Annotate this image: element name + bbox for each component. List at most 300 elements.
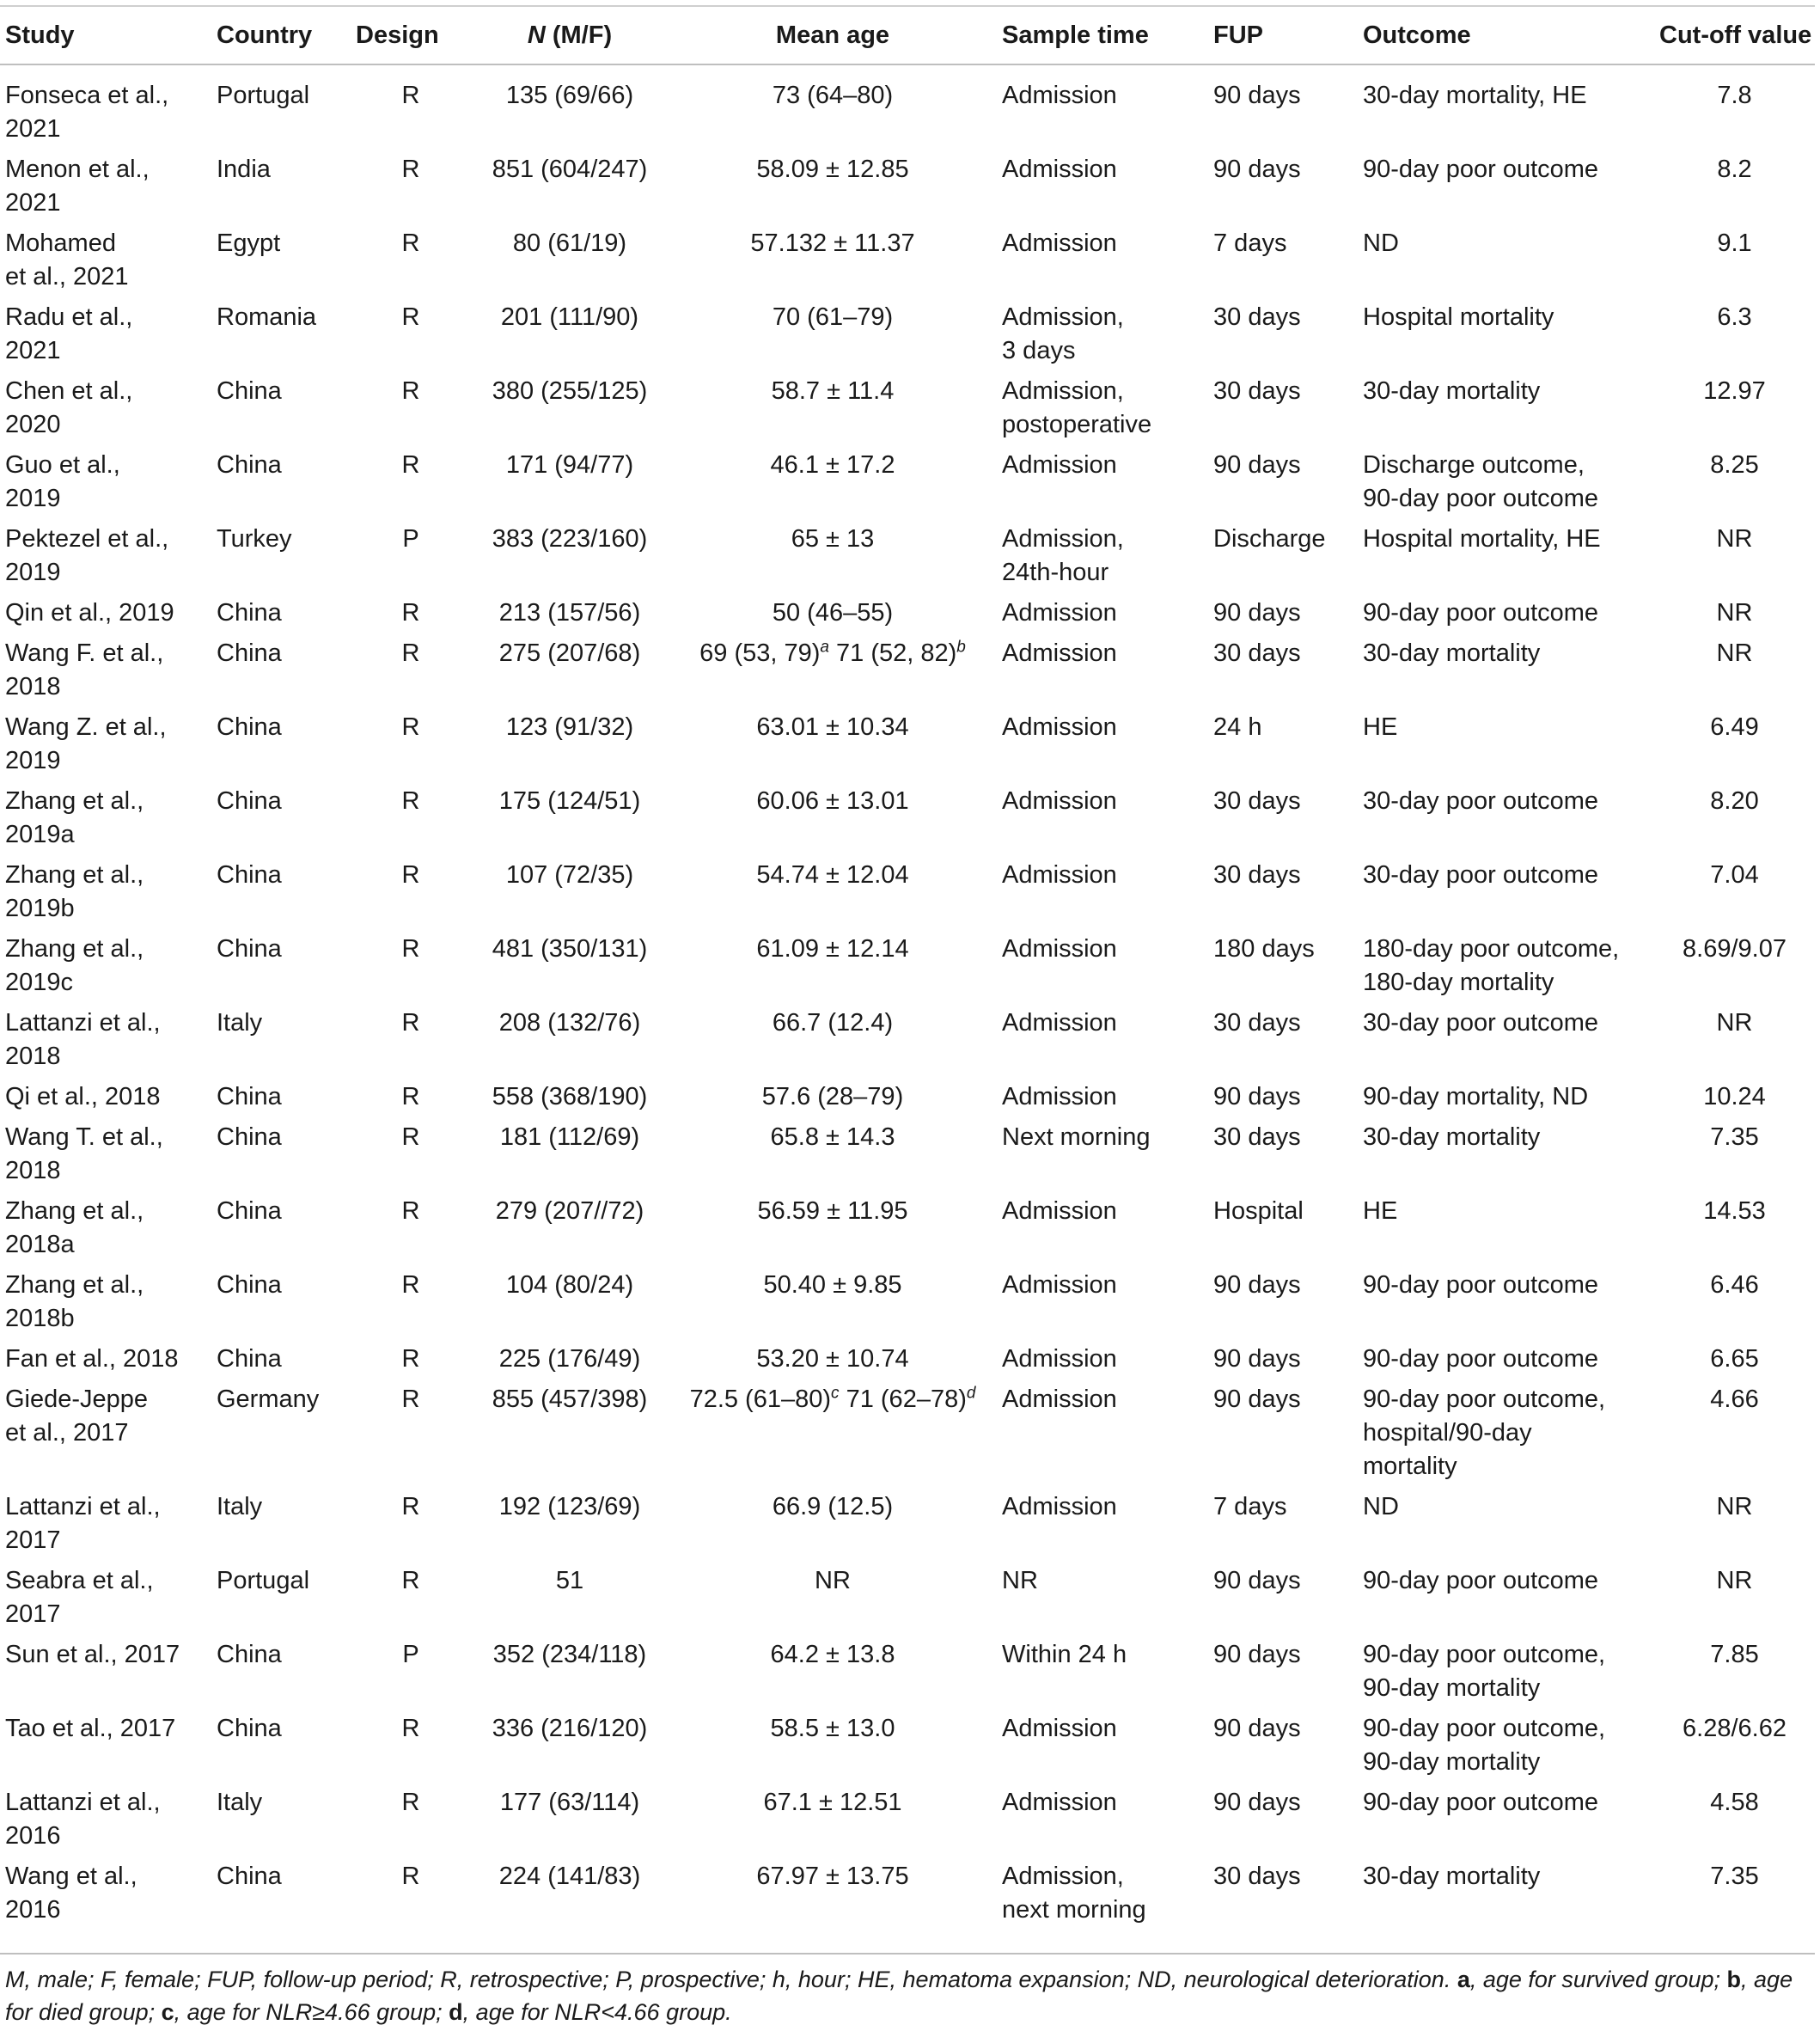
study-line: Lattanzi et al., bbox=[5, 1009, 161, 1037]
cell-study bbox=[0, 933, 211, 1006]
cell-sample-time bbox=[997, 859, 1208, 933]
country-text: China bbox=[217, 599, 282, 627]
outcome-line: Hospital mortality bbox=[1363, 303, 1554, 331]
outcome-line: 90-day poor outcome bbox=[1363, 1345, 1599, 1373]
cell-mean-age bbox=[669, 1195, 997, 1269]
sample-line: Admission, bbox=[1002, 377, 1124, 405]
cell-sample-time bbox=[997, 64, 1208, 153]
cell-mean-age bbox=[669, 227, 997, 301]
study-line: 2018a bbox=[5, 1231, 75, 1258]
study-line: 2018 bbox=[5, 673, 61, 700]
n-text: 107 (72/35) bbox=[505, 861, 634, 889]
cell-mean-age bbox=[669, 153, 997, 227]
cell-cutoff bbox=[1654, 785, 1815, 859]
outcome-line: 30-day mortality bbox=[1363, 639, 1541, 667]
design-text: R bbox=[401, 639, 420, 667]
outcome-line: mortality bbox=[1363, 1453, 1457, 1480]
cell-design bbox=[351, 859, 471, 933]
sample-line: Admission bbox=[1002, 787, 1117, 815]
age-footnote-mark-2: b bbox=[956, 638, 966, 657]
design-text: R bbox=[401, 82, 420, 109]
age-text: 63.01 ± 10.34 bbox=[756, 713, 909, 741]
cell-fup bbox=[1208, 933, 1358, 1006]
design-text: R bbox=[401, 1345, 420, 1373]
cell-outcome bbox=[1358, 1860, 1654, 1934]
cell-design bbox=[351, 1564, 471, 1638]
age-text-2: 71 (52, 82) bbox=[828, 639, 957, 667]
outcome-line: 30-day mortality bbox=[1363, 1863, 1541, 1890]
study-line: Guo et al., bbox=[5, 451, 120, 479]
sample-line: NR bbox=[1002, 1567, 1038, 1594]
country-text: China bbox=[217, 1123, 282, 1151]
cell-sample-time bbox=[997, 1343, 1208, 1383]
cell-country bbox=[211, 523, 351, 596]
cell-country bbox=[211, 153, 351, 227]
age-text: 50.40 ± 9.85 bbox=[763, 1271, 902, 1299]
header-sample-time: Sample time bbox=[997, 6, 1208, 64]
outcome-line: HE bbox=[1363, 1197, 1398, 1225]
cell-sample-time bbox=[997, 1786, 1208, 1860]
table-row bbox=[0, 1343, 1815, 1383]
age-text: 70 (61–79) bbox=[772, 303, 894, 331]
fup-text: 7 days bbox=[1213, 229, 1287, 257]
header-fup: FUP bbox=[1208, 6, 1358, 64]
cell-design bbox=[351, 1343, 471, 1383]
fup-text: 30 days bbox=[1213, 1009, 1301, 1037]
cell-cutoff bbox=[1654, 449, 1815, 523]
cell-n bbox=[471, 1860, 669, 1934]
age-text: 57.132 ± 11.37 bbox=[750, 229, 915, 257]
cell-outcome bbox=[1358, 1121, 1654, 1195]
country-text: China bbox=[217, 1271, 282, 1299]
outcome-line: Discharge outcome, bbox=[1363, 451, 1585, 479]
cell-country bbox=[211, 933, 351, 1006]
cell-n bbox=[471, 1383, 669, 1490]
cutoff-text: 6.3 bbox=[1717, 303, 1752, 331]
cell-country bbox=[211, 227, 351, 301]
cell-outcome bbox=[1358, 1383, 1654, 1490]
cell-country bbox=[211, 1490, 351, 1564]
cutoff-text: 4.66 bbox=[1710, 1386, 1759, 1413]
country-text: China bbox=[217, 1083, 282, 1110]
cell-mean-age bbox=[669, 1564, 997, 1638]
cell-sample-time bbox=[997, 1638, 1208, 1712]
sample-line: Admission bbox=[1002, 156, 1117, 183]
sample-line: 24th-hour bbox=[1002, 559, 1109, 586]
cell-study bbox=[0, 1343, 211, 1383]
header-n-suffix: (M/F) bbox=[545, 21, 613, 49]
design-text: R bbox=[401, 377, 420, 405]
cell-n bbox=[471, 1786, 669, 1860]
cell-sample-time bbox=[997, 301, 1208, 375]
cell-study bbox=[0, 301, 211, 375]
cell-fup bbox=[1208, 1564, 1358, 1638]
n-text: 275 (207/68) bbox=[498, 639, 641, 667]
country-text: China bbox=[217, 1715, 282, 1742]
study-line: Qin et al., 2019 bbox=[5, 599, 174, 627]
cell-study bbox=[0, 1269, 211, 1343]
footnote-text-1: M, male; F, female; FUP, follow-up period; R, retrospective; P, prospective; h, hour; HE, hematoma expansion; ND, neurological deterioration. bbox=[5, 1967, 1457, 1992]
sample-line: Admission bbox=[1002, 1345, 1117, 1373]
sample-line: Admission bbox=[1002, 451, 1117, 479]
study-line: Seabra et al., bbox=[5, 1567, 154, 1594]
fup-text: 90 days bbox=[1213, 1641, 1301, 1668]
sample-line: Admission bbox=[1002, 935, 1117, 963]
cell-mean-age bbox=[669, 1006, 997, 1080]
design-text: R bbox=[401, 1197, 420, 1225]
country-text: Romania bbox=[217, 303, 317, 331]
fup-text: 30 days bbox=[1213, 1863, 1301, 1890]
n-text: 175 (124/51) bbox=[498, 787, 641, 815]
n-text: 380 (255/125) bbox=[492, 377, 648, 405]
age-text: 60.06 ± 13.01 bbox=[756, 787, 909, 815]
sample-line: 3 days bbox=[1002, 337, 1076, 364]
table-row bbox=[0, 637, 1815, 711]
cell-outcome bbox=[1358, 1343, 1654, 1383]
cell-n bbox=[471, 1195, 669, 1269]
study-line: 2021 bbox=[5, 115, 61, 143]
fup-text: 30 days bbox=[1213, 303, 1301, 331]
country-text: Egypt bbox=[217, 229, 281, 257]
cell-cutoff bbox=[1654, 1195, 1815, 1269]
country-text: China bbox=[217, 1863, 282, 1890]
n-text: 208 (132/76) bbox=[498, 1009, 641, 1037]
study-line: 2017 bbox=[5, 1600, 61, 1628]
study-line: Giede-Jeppe bbox=[5, 1386, 149, 1413]
design-text: P bbox=[402, 1641, 419, 1668]
age-text: 56.59 ± 11.95 bbox=[757, 1197, 908, 1225]
cell-country bbox=[211, 596, 351, 637]
cell-outcome bbox=[1358, 153, 1654, 227]
table-row bbox=[0, 523, 1815, 596]
cell-mean-age bbox=[669, 64, 997, 153]
n-text: 192 (123/69) bbox=[498, 1493, 641, 1520]
cell-n bbox=[471, 859, 669, 933]
fup-text: 30 days bbox=[1213, 377, 1301, 405]
cutoff-text: NR bbox=[1716, 1493, 1753, 1520]
sample-line: Admission bbox=[1002, 229, 1117, 257]
cutoff-text: 7.8 bbox=[1717, 82, 1752, 109]
cell-sample-time bbox=[997, 449, 1208, 523]
cell-design bbox=[351, 711, 471, 785]
outcome-line: 30-day mortality bbox=[1363, 1123, 1541, 1151]
cell-cutoff bbox=[1654, 153, 1815, 227]
n-text: 80 (61/19) bbox=[512, 229, 627, 257]
design-text: R bbox=[401, 1083, 420, 1110]
fup-text: Discharge bbox=[1213, 525, 1326, 553]
age-text: 67.97 ± 13.75 bbox=[756, 1863, 909, 1890]
cell-fup bbox=[1208, 1006, 1358, 1080]
cell-sample-time bbox=[997, 153, 1208, 227]
cell-mean-age bbox=[669, 859, 997, 933]
cell-fup bbox=[1208, 1638, 1358, 1712]
cell-sample-time bbox=[997, 1006, 1208, 1080]
cell-country bbox=[211, 64, 351, 153]
cutoff-text: 7.35 bbox=[1710, 1123, 1759, 1151]
cell-n bbox=[471, 1121, 669, 1195]
cutoff-text: 4.58 bbox=[1710, 1789, 1759, 1816]
cell-n bbox=[471, 153, 669, 227]
cell-country bbox=[211, 1080, 351, 1121]
study-line: Lattanzi et al., bbox=[5, 1789, 161, 1816]
study-line: Tao et al., 2017 bbox=[5, 1715, 176, 1742]
study-line: 2021 bbox=[5, 189, 61, 217]
age-text: 58.09 ± 12.85 bbox=[756, 156, 909, 183]
cell-cutoff bbox=[1654, 933, 1815, 1006]
age-text: 54.74 ± 12.04 bbox=[756, 861, 909, 889]
age-text: 46.1 ± 17.2 bbox=[770, 451, 895, 479]
cell-study bbox=[0, 859, 211, 933]
study-line: 2019c bbox=[5, 969, 74, 996]
cell-outcome bbox=[1358, 1712, 1654, 1786]
fup-text: 90 days bbox=[1213, 1083, 1301, 1110]
outcome-line: 90-day poor outcome bbox=[1363, 485, 1599, 512]
cell-country bbox=[211, 1860, 351, 1934]
cell-cutoff bbox=[1654, 1786, 1815, 1860]
study-line: Wang et al., bbox=[5, 1863, 137, 1890]
cell-country bbox=[211, 301, 351, 375]
sample-line: Admission bbox=[1002, 639, 1117, 667]
cell-design bbox=[351, 375, 471, 449]
cell-fup bbox=[1208, 1195, 1358, 1269]
age-text: 69 (53, 79) bbox=[699, 639, 821, 667]
fup-text: 90 days bbox=[1213, 1386, 1301, 1413]
study-line: 2019a bbox=[5, 821, 75, 848]
table-row bbox=[0, 64, 1815, 153]
study-line: Menon et al., bbox=[5, 156, 150, 183]
cell-fup bbox=[1208, 1080, 1358, 1121]
cell-study bbox=[0, 1080, 211, 1121]
study-line: 2020 bbox=[5, 411, 61, 438]
fup-text: 30 days bbox=[1213, 861, 1301, 889]
cell-outcome bbox=[1358, 523, 1654, 596]
cell-mean-age bbox=[669, 1638, 997, 1712]
cell-outcome bbox=[1358, 1080, 1654, 1121]
cell-country bbox=[211, 1006, 351, 1080]
cell-country bbox=[211, 375, 351, 449]
cell-n bbox=[471, 596, 669, 637]
outcome-line: 30-day mortality bbox=[1363, 377, 1541, 405]
cell-study bbox=[0, 1383, 211, 1490]
age-text-2: 71 (62–78) bbox=[839, 1386, 967, 1413]
outcome-line: 90-day poor outcome bbox=[1363, 1567, 1599, 1594]
design-text: R bbox=[401, 229, 420, 257]
cell-country bbox=[211, 1195, 351, 1269]
cell-study bbox=[0, 711, 211, 785]
cell-outcome bbox=[1358, 227, 1654, 301]
cutoff-text: 9.1 bbox=[1717, 229, 1752, 257]
cell-study bbox=[0, 1712, 211, 1786]
cell-fup bbox=[1208, 153, 1358, 227]
cell-cutoff bbox=[1654, 227, 1815, 301]
cell-mean-age bbox=[669, 785, 997, 859]
cutoff-text: 7.35 bbox=[1710, 1863, 1759, 1890]
cell-study bbox=[0, 637, 211, 711]
study-line: Qi et al., 2018 bbox=[5, 1083, 161, 1110]
age-text: 64.2 ± 13.8 bbox=[770, 1641, 895, 1668]
cell-design bbox=[351, 449, 471, 523]
cell-design bbox=[351, 301, 471, 375]
fup-text: 30 days bbox=[1213, 639, 1301, 667]
n-text: 383 (223/160) bbox=[492, 525, 648, 553]
cell-n bbox=[471, 523, 669, 596]
age-text: 66.7 (12.4) bbox=[772, 1009, 894, 1037]
cell-sample-time bbox=[997, 596, 1208, 637]
study-line: 2017 bbox=[5, 1526, 61, 1554]
fup-text: 90 days bbox=[1213, 82, 1301, 109]
cell-n bbox=[471, 1343, 669, 1383]
cell-fup bbox=[1208, 1712, 1358, 1786]
sample-line: Admission bbox=[1002, 1386, 1117, 1413]
cell-design bbox=[351, 1638, 471, 1712]
footnote-text-2: , age for survived group; bbox=[1469, 1967, 1727, 1992]
sample-line: Next morning bbox=[1002, 1123, 1151, 1151]
cell-fup bbox=[1208, 785, 1358, 859]
design-text: R bbox=[401, 1493, 420, 1520]
outcome-line: 30-day mortality, HE bbox=[1363, 82, 1587, 109]
cell-fup bbox=[1208, 1121, 1358, 1195]
sample-line: Admission bbox=[1002, 1083, 1117, 1110]
design-text: R bbox=[401, 1123, 420, 1151]
cell-outcome bbox=[1358, 301, 1654, 375]
n-text: 225 (176/49) bbox=[498, 1345, 641, 1373]
cell-sample-time bbox=[997, 1080, 1208, 1121]
cell-design bbox=[351, 637, 471, 711]
cell-sample-time bbox=[997, 1195, 1208, 1269]
cell-mean-age bbox=[669, 1121, 997, 1195]
table-row bbox=[0, 301, 1815, 375]
cell-design bbox=[351, 1080, 471, 1121]
cell-mean-age bbox=[669, 1712, 997, 1786]
cell-fup bbox=[1208, 1383, 1358, 1490]
cell-mean-age bbox=[669, 596, 997, 637]
cell-design bbox=[351, 1786, 471, 1860]
cell-sample-time bbox=[997, 1564, 1208, 1638]
cell-n bbox=[471, 1006, 669, 1080]
cell-cutoff bbox=[1654, 1006, 1815, 1080]
sample-line: Admission bbox=[1002, 861, 1117, 889]
outcome-line: HE bbox=[1363, 713, 1398, 741]
footnote-key-a: a bbox=[1457, 1967, 1470, 1992]
table-row bbox=[0, 859, 1815, 933]
fup-text: 30 days bbox=[1213, 1123, 1301, 1151]
table-row bbox=[0, 449, 1815, 523]
cell-design bbox=[351, 1121, 471, 1195]
sample-line: postoperative bbox=[1002, 411, 1152, 438]
outcome-line: 90-day poor outcome bbox=[1363, 1789, 1599, 1816]
cell-outcome bbox=[1358, 711, 1654, 785]
table-row bbox=[0, 375, 1815, 449]
footnote-key-b: b bbox=[1726, 1967, 1742, 1992]
cell-cutoff bbox=[1654, 1343, 1815, 1383]
sample-line: Admission, bbox=[1002, 303, 1124, 331]
cutoff-text: 8.2 bbox=[1717, 156, 1752, 183]
cell-outcome bbox=[1358, 637, 1654, 711]
outcome-line: 90-day mortality bbox=[1363, 1674, 1541, 1702]
fup-text: Hospital bbox=[1213, 1197, 1304, 1225]
country-text: India bbox=[217, 156, 271, 183]
table-row bbox=[0, 1121, 1815, 1195]
study-line: Mohamed bbox=[5, 229, 116, 257]
n-text: 558 (368/190) bbox=[492, 1083, 648, 1110]
cell-mean-age bbox=[669, 933, 997, 1006]
cell-design bbox=[351, 1195, 471, 1269]
cell-n bbox=[471, 1638, 669, 1712]
cell-cutoff bbox=[1654, 523, 1815, 596]
country-text: Italy bbox=[217, 1493, 263, 1520]
cell-country bbox=[211, 1121, 351, 1195]
fup-text: 180 days bbox=[1213, 935, 1315, 963]
cell-fup bbox=[1208, 523, 1358, 596]
design-text: R bbox=[401, 451, 420, 479]
footnote-key-d: d bbox=[449, 1999, 463, 2025]
cell-outcome bbox=[1358, 1195, 1654, 1269]
cutoff-text: 6.28/6.62 bbox=[1683, 1715, 1786, 1742]
design-text: R bbox=[401, 713, 420, 741]
cell-study bbox=[0, 449, 211, 523]
cell-fup bbox=[1208, 375, 1358, 449]
study-line: 2019 bbox=[5, 747, 61, 774]
study-line: Pektezel et al., bbox=[5, 525, 169, 553]
age-text: 53.20 ± 10.74 bbox=[756, 1345, 909, 1373]
design-text: R bbox=[401, 1271, 420, 1299]
cutoff-text: 12.97 bbox=[1703, 377, 1766, 405]
cell-n bbox=[471, 1080, 669, 1121]
cell-outcome bbox=[1358, 1006, 1654, 1080]
n-text: 851 (604/247) bbox=[492, 156, 648, 183]
country-text: China bbox=[217, 1197, 282, 1225]
table-row bbox=[0, 1564, 1815, 1638]
table-header-row bbox=[0, 6, 1815, 64]
cell-country bbox=[211, 1383, 351, 1490]
country-text: China bbox=[217, 377, 282, 405]
cell-design bbox=[351, 1006, 471, 1080]
fup-text: 90 days bbox=[1213, 1567, 1301, 1594]
cutoff-text: 7.85 bbox=[1710, 1641, 1759, 1668]
fup-text: 90 days bbox=[1213, 599, 1301, 627]
header-n bbox=[471, 6, 669, 64]
country-text: China bbox=[217, 1345, 282, 1373]
study-line: 2019b bbox=[5, 895, 75, 922]
cell-mean-age bbox=[669, 1383, 997, 1490]
cell-study bbox=[0, 375, 211, 449]
cell-outcome bbox=[1358, 1638, 1654, 1712]
age-text: 57.6 (28–79) bbox=[761, 1083, 904, 1110]
cell-fup bbox=[1208, 1786, 1358, 1860]
country-text: Portugal bbox=[217, 1567, 310, 1594]
country-text: China bbox=[217, 935, 282, 963]
cell-country bbox=[211, 637, 351, 711]
study-line: et al., 2021 bbox=[5, 263, 129, 291]
study-line: Sun et al., 2017 bbox=[5, 1641, 180, 1668]
study-line: Zhang et al., bbox=[5, 861, 144, 889]
n-text: 51 bbox=[555, 1567, 584, 1594]
cell-outcome bbox=[1358, 1269, 1654, 1343]
footnote-text-3: , age for died group; bbox=[5, 1967, 1793, 2025]
cell-sample-time bbox=[997, 711, 1208, 785]
table-footnote bbox=[0, 1953, 1815, 2028]
cell-fup bbox=[1208, 711, 1358, 785]
country-text: China bbox=[217, 713, 282, 741]
fup-text: 7 days bbox=[1213, 1493, 1287, 1520]
cell-mean-age bbox=[669, 711, 997, 785]
cutoff-text: 10.24 bbox=[1703, 1083, 1766, 1110]
cell-mean-age bbox=[669, 1080, 997, 1121]
study-line: 2019 bbox=[5, 559, 61, 586]
cell-mean-age bbox=[669, 301, 997, 375]
design-text: R bbox=[401, 787, 420, 815]
cell-fup bbox=[1208, 449, 1358, 523]
